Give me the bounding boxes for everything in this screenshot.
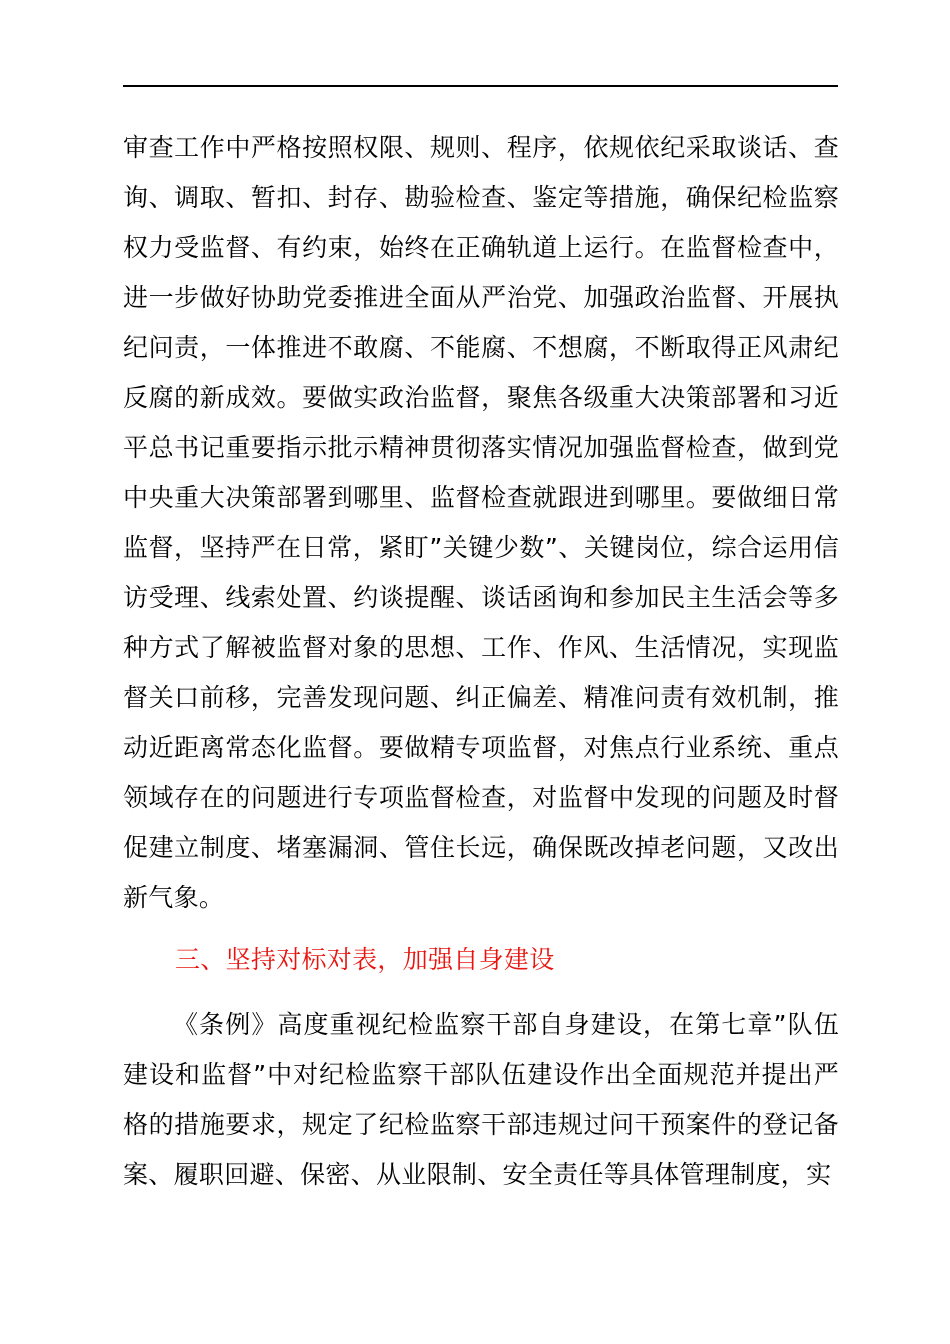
section-heading: 三、坚持对标对表，加强自身建设	[175, 945, 555, 974]
body-paragraph-1: 审查工作中严格按照权限、规则、程序，依规依纪采取谈话、查询、调取、暂扣、封存、勘验检查、鉴定等措施，确保纪检监察权力受监督、有约束，始终在正确轨道上运行。在监督检查中，进一步做好协助党委推进全面从严治党、加强政治监督、开展执纪问责，一体推进不敢腐、不能腐、不想腐，不断取得正风肃纪反腐的新成效。要做实政治监督，聚焦各级重大决策部署和习近平总书记重要指示批示精神贯彻落实情况加强监督检查，做到党中央重大决策部署到哪里、监督检查就跟进到哪里。要做细日常监督，坚持严在日常，紧盯”关键少数”、关键岗位，综合运用信访受理、线索处置、约谈提醒、谈话函询和参加民主生活会等多种方式了解被监督对象的思想、工作、作风、生活情况，实现监督关口前移，完善发现问题、纠正偏差、精准问责有效机制，推动近距离常态化监督。要做精专项监督，对焦点行业系统、重点领域存在的问题进行专项监督检查，对监督中发现的问题及时督促建立制度、堵塞漏洞、管住长远，确保既改掉老问题，又改出新气象。	[123, 133, 839, 912]
body-paragraph-2: 《条例》高度重视纪检监察干部自身建设，在第七章”队伍建设和监督”中对纪检监察干部队伍建设作出全面规范并提出严格的措施要求，规定了纪检监察干部违规过问干预案件的登记备案、履职回避、保密、从业限制、安全责任等具体管理制度，实	[123, 1010, 839, 1189]
header-rule	[123, 85, 838, 87]
